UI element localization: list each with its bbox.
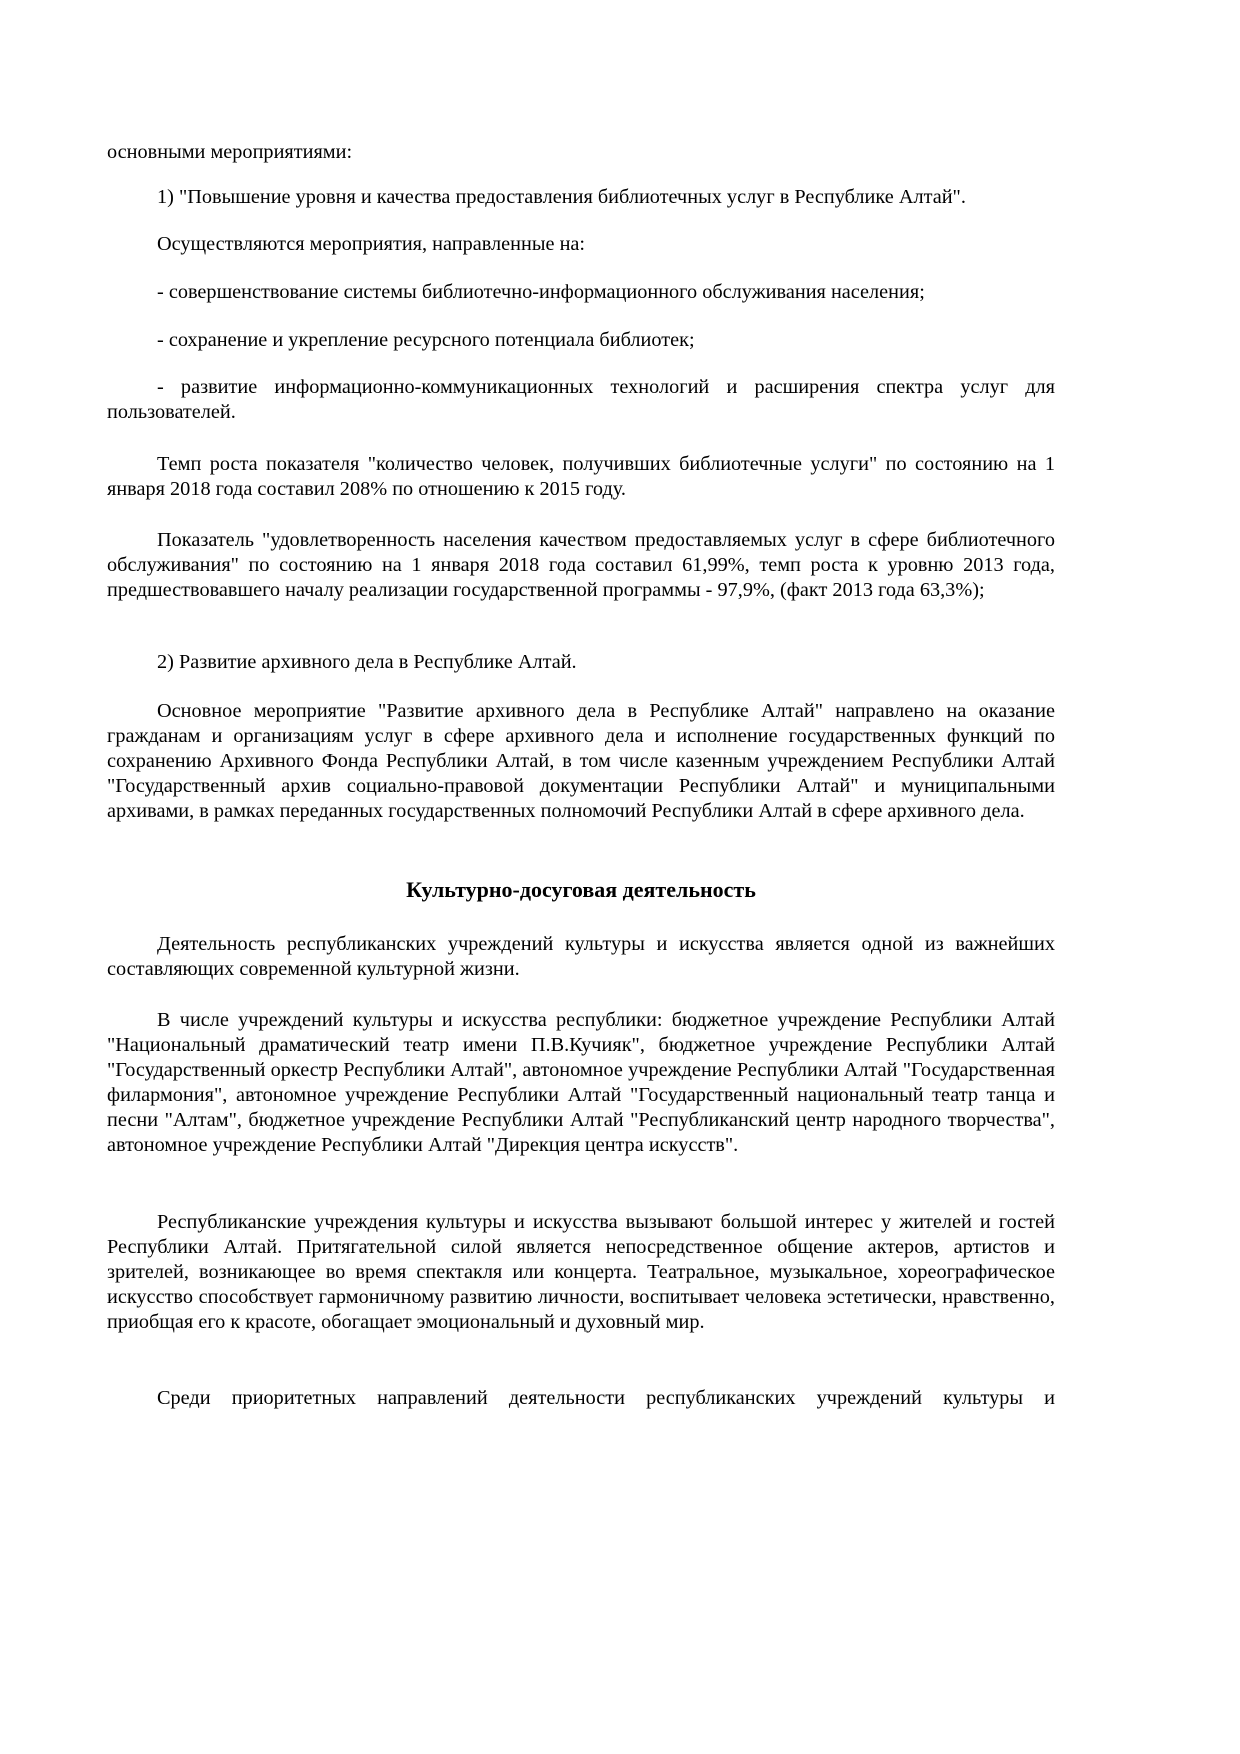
paragraph: Основное мероприятие "Развитие архивного дела в Республике Алтай" направлено на оказание гражданам и организациям услуг в сфере архивного дела и исполнение государственных функций по сохранению Архивного Фонда Республики Алтай, в том числе казенным учреждением Республики Алтай "Государственный архив социально-правовой документации Республики Алтай" и муниципальными архивами, в рамках переданных государственных полномочий Республики Алтай в сфере архивного дела. xyxy=(107,700,1055,822)
paragraph: 1) "Повышение уровня и качества предоставления библиотечных услуг в Республике Алтай". xyxy=(157,186,966,208)
paragraph: Темп роста показателя "количество человек, получивших библиотечные услуги" по состоянию на 1 января 2018 года составил 208% по отношению к 2015 году. xyxy=(107,453,1055,500)
paragraph: - совершенствование системы библиотечно-информационного обслуживания населения; xyxy=(157,281,925,303)
paragraph: В числе учреждений культуры и искусства республики: бюджетное учреждение Республики Алтай "Национальный драматический театр имени П.В.Кучияк", бюджетное учреждение Республики Алтай "Государственный оркестр Республики Алтай", автономное учреждение Республики Алтай "Государственная филармония", автономное учреждение Республики Алтай "Государственный национальный театр танца и песни "Алтам", бюджетное учреждение Республики Алтай "Республиканский центр народного творчества", автономное учреждение Республики Алтай "Дирекция центра искусств". xyxy=(107,1009,1055,1156)
paragraph: Республиканские учреждения культуры и искусства вызывают большой интерес у жителей и гостей Республики Алтай. Притягательной силой является непосредственное общение актеров, артистов и зрителей, возникающее во время спектакля или концерта. Театральное, музыкальное, хореографическое искусство способствует гармоничному развитию личности, воспитывает человека эстетически, нравственно, приобщая его к красоте, обогащает эмоциональный и духовный мир. xyxy=(107,1211,1055,1333)
section-heading: Культурно-досуговая деятельность xyxy=(406,877,756,902)
paragraph: - сохранение и укрепление ресурсного потенциала библиотек; xyxy=(157,329,695,351)
paragraph: Показатель "удовлетворенность населения качеством предоставляемых услуг в сфере библиотечного обслуживания" по состоянию на 1 января 2018 года составил 61,99%, темп роста к уровню 2013 года, предшествовавшего началу реализации государственной программы - 97,9%, (факт 2013 года 63,3%); xyxy=(107,529,1055,601)
paragraph: Осуществляются мероприятия, направленные на: xyxy=(157,233,586,255)
paragraph: - развитие информационно-коммуникационных технологий и расширения спектра услуг для пользователей. xyxy=(107,376,1055,423)
paragraph: Деятельность республиканских учреждений культуры и искусства является одной из важнейших составляющих современной культурной жизни. xyxy=(107,933,1055,980)
paragraph: основными мероприятиями: xyxy=(107,141,353,163)
paragraph: 2) Развитие архивного дела в Республике Алтай. xyxy=(157,651,577,673)
paragraph: Среди приоритетных направлений деятельности республиканских учреждений культуры и xyxy=(157,1387,1055,1409)
